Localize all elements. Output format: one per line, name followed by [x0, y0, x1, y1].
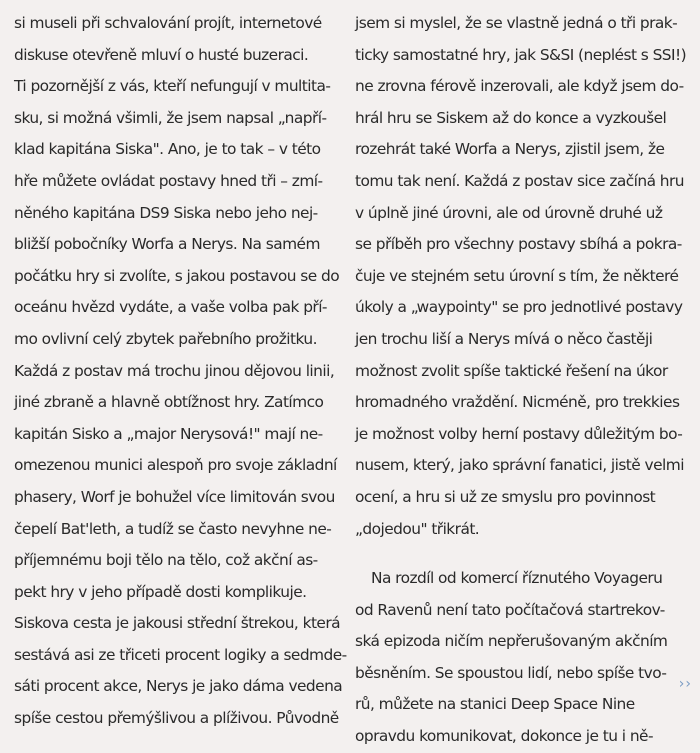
text-line: ne zrovna férově inzerovali, ale když jsem do- [355, 77, 684, 96]
paragraph-gap [355, 545, 685, 563]
text-line: se příběh pro všechny postavy sbíhá a pokra- [355, 235, 682, 254]
text-line: hromadného vraždění. Nicméně, pro trekkies [355, 393, 680, 412]
text-line: sáti procent akce, Nerys je jako dáma vedena [14, 677, 343, 696]
text-line: si museli při schvalování projít, internetové [14, 14, 322, 32]
text-line: běsněním. Se spoustou lidí, nebo spíše tvo- [355, 663, 667, 682]
text-line: možnost zvolit spíše taktické řešení na úkor [355, 361, 668, 380]
text-line: phasery, Worf je bohužel více limitován svou [14, 487, 335, 506]
text-line: čuje ve stejném setu úrovní s tím, že některé [355, 266, 679, 285]
text-line: rů, můžete na stanici Deep Space Nine [355, 695, 635, 714]
right-column [355, 0, 685, 753]
text-line: v úplně jiné úrovni, ale od úrovně druhé už [355, 203, 663, 222]
text-line: úkoly a „waypointy" se pro jednotlivé postavy [355, 298, 683, 317]
text-line: je možnost volby herní postavy důležitým bo- [355, 424, 683, 443]
text-line: Siskova cesta je jakousi střední štrekou, která [14, 614, 341, 633]
text-line: jen trochu liší a Nerys mívá o něco častěji [355, 329, 653, 348]
text-line: od Ravenů není tato počítačová startrekov- [355, 600, 665, 619]
text-line: čepelí Bat'leth, a tudíž se často nevyhne ne- [14, 519, 332, 538]
text-line: nusem, který, jako správní fanatici, jistě velmi [355, 456, 684, 475]
left-column [14, 0, 346, 735]
text-line: omezenou munici alespoň pro svoje základní [14, 456, 337, 475]
text-line: mo ovlivní celý zbytek pařebního prožitku. [14, 329, 317, 348]
text-line: rozehrát také Worfa a Nerys, zjistil jsem, že [355, 140, 665, 159]
text-line: pekt hry v jeho případě dosti komplikuje. [14, 582, 307, 601]
text-line: hře můžete ovládat postavy hned tři – zmí- [14, 171, 323, 190]
text-line: „dojedou" třikrát. [355, 519, 480, 538]
text-line: klad kapitána Siska". Ano, je to tak – v této [14, 140, 321, 159]
text-line: bližší pobočníky Worfa a Nerys. Na samém [14, 235, 320, 254]
continue-arrows-icon: ›› [678, 676, 692, 692]
text-line: oceánu hvězd vydáte, a vaše volba pak pří- [14, 298, 327, 317]
text-line: hrál hru se Siskem až do konce a vyzkoušel [355, 108, 667, 127]
text-line: Na rozdíl od komercí říznutého Voyageru [371, 569, 663, 588]
text-line: ticky samostatné hry, jak S&SI (neplést s SSI!) [355, 45, 687, 64]
text-line: opravdu komunikovat, dokonce je tu i ně- [355, 727, 653, 746]
text-line: Ti pozornější z vás, kteří nefungují v multita- [14, 77, 331, 96]
text-line: jsem si myslel, že se vlastně jedná o tři prak- [355, 14, 678, 32]
text-line: ská epizoda ničím nepřerušovaným akčním [355, 632, 668, 651]
text-line: kapitán Sisko a „major Nerysová!" mají ne- [14, 424, 323, 443]
text-line: sestává asi ze třiceti procent logiky a sedmde- [14, 645, 347, 664]
text-line: Každá z postav má trochu jinou dějovou linii, [14, 361, 335, 380]
text-line: něného kapitána DS9 Siska nebo jeho nej- [14, 203, 318, 222]
text-line: jiné zbraně a hlavně obtížnost hry. Zatímco [14, 393, 324, 412]
text-line: diskuse otevřeně mluví o husté buzeraci. [14, 45, 309, 64]
text-line: počátku hry si zvolíte, s jakou postavou se do [14, 266, 340, 285]
text-line: ocení, a hru si už ze smyslu pro povinnost [355, 487, 656, 506]
text-line: spíše cestou přemýšlivou a plíživou. Původně [14, 709, 339, 728]
text-line: tomu tak není. Každá z postav sice začíná hru [355, 171, 684, 190]
text-line: příjemnému boji tělo na tělo, což akční as- [14, 551, 318, 570]
text-line: sku, si možná všimli, že jsem napsal „napří- [14, 108, 327, 127]
